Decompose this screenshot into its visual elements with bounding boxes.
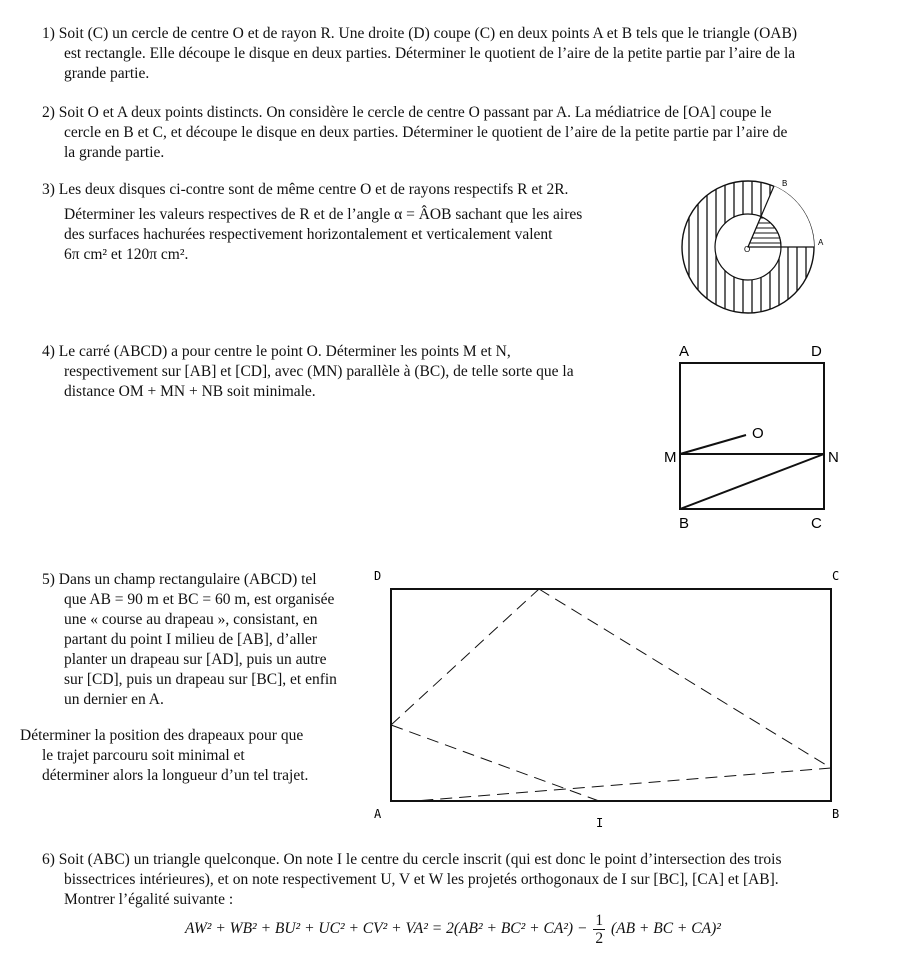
formula-left: AW² + WB² + BU² + UC² + CV² + VA² = 2(AB² + BC² + CA²) − (185, 920, 588, 938)
ex2-line2: cercle en B et C, et découpe le disque en deux parties. Déterminer le quotient de l’aire de la petite partie par l’aire de (64, 124, 788, 141)
label-b: B (832, 807, 840, 821)
ex2-line1: 2) Soit O et A deux points distincts. On considère le cercle de centre O passant par A. La médiatrice de [OA] coupe le (42, 104, 772, 121)
label-a: A (818, 238, 824, 247)
field-figure (365, 565, 855, 835)
label-o: O (752, 425, 764, 442)
ex5-line6: sur [CD], puis un drapeau sur [BC], et enfin (64, 671, 337, 688)
ex5-line8: Déterminer la position des drapeaux pour que (20, 727, 304, 744)
concentric-discs-figure (670, 172, 840, 322)
square-figure (660, 338, 850, 538)
label-a: A (679, 343, 690, 360)
ex5-line4: partant du point I milieu de [AB], d’aller (64, 631, 318, 648)
identity-formula (185, 912, 721, 947)
ex1-line2: est rectangle. Elle découpe le disque en deux parties. Déterminer le quotient de l’aire de la petite partie par l’aire de la (64, 45, 796, 62)
ex1-line1: 1) Soit (C) un cercle de centre O et de rayon R. Une droite (D) coupe (C) en deux points A et B tels que le triangle (OAB) (42, 25, 797, 42)
label-m: M (664, 449, 677, 466)
label-d: D (811, 343, 822, 360)
ex6-line2: bissectrices intérieures), et on note respectivement U, V et W les projetés orthogonaux de I sur [BC], [CA] et [AB]. (64, 871, 779, 888)
exercise-1 (42, 24, 862, 84)
label-i: I (596, 816, 604, 830)
exercise-4 (42, 342, 642, 402)
label-c: C (811, 515, 822, 532)
exercise-5 (20, 570, 372, 786)
formula-right: (AB + BC + CA)² (610, 920, 721, 938)
ex4-line3: distance OM + MN + NB soit minimale. (64, 383, 316, 400)
ex3-line4: 6π cm² et 120π cm². (64, 246, 189, 263)
ex1-line3: grande partie. (64, 65, 150, 82)
exercise-3 (42, 180, 662, 265)
ex5-line2: que AB = 90 m et BC = 60 m, est organisée (64, 591, 335, 608)
fraction-denominator: 2 (595, 930, 604, 947)
ex3-line2: Déterminer les valeurs respectives de R et de l’angle α = ÂOB sachant que les aires (64, 206, 583, 223)
ex5-line5: planter un drapeau sur [AD], puis un autre (64, 651, 327, 668)
ex6-line3: Montrer l’égalité suivante : (64, 891, 234, 908)
ex4-line1: 4) Le carré (ABCD) a pour centre le point O. Déterminer les points M et N, (42, 343, 511, 360)
ex6-line1: 6) Soit (ABC) un triangle quelconque. On note I le centre du cercle inscrit (qui est donc le point d’intersection des trois (42, 851, 782, 868)
exercise-6 (42, 850, 872, 910)
label-d: D (374, 569, 382, 583)
ex5-line9: le trajet parcouru soit minimal et (42, 747, 245, 764)
ex4-line2: respectivement sur [AB] et [CD], avec (MN) parallèle à (BC), de telle sorte que la (64, 363, 574, 380)
label-a: A (374, 807, 382, 821)
label-c: C (832, 569, 840, 583)
ex3-line3: des surfaces hachurées respectivement horizontalement et verticalement valent (64, 226, 553, 243)
label-b: B (782, 179, 788, 188)
ex2-line3: la grande partie. (64, 144, 165, 161)
ex5-line7: un dernier en A. (64, 691, 164, 708)
ex3-line1: 3) Les deux disques ci-contre sont de même centre O et de rayons respectifs R et 2R. (42, 181, 569, 198)
label-b: B (679, 515, 690, 532)
label-n: N (828, 449, 839, 466)
formula-fraction (593, 912, 605, 947)
exercise-2 (42, 103, 862, 163)
ex5-line3: une « course au drapeau », consistant, en (64, 611, 318, 628)
fraction-numerator: 1 (595, 912, 604, 929)
label-o: O (744, 245, 751, 254)
ex5-line10: déterminer alors la longueur d’un tel trajet. (42, 767, 309, 784)
ex5-line1: 5) Dans un champ rectangulaire (ABCD) tel (42, 571, 317, 588)
